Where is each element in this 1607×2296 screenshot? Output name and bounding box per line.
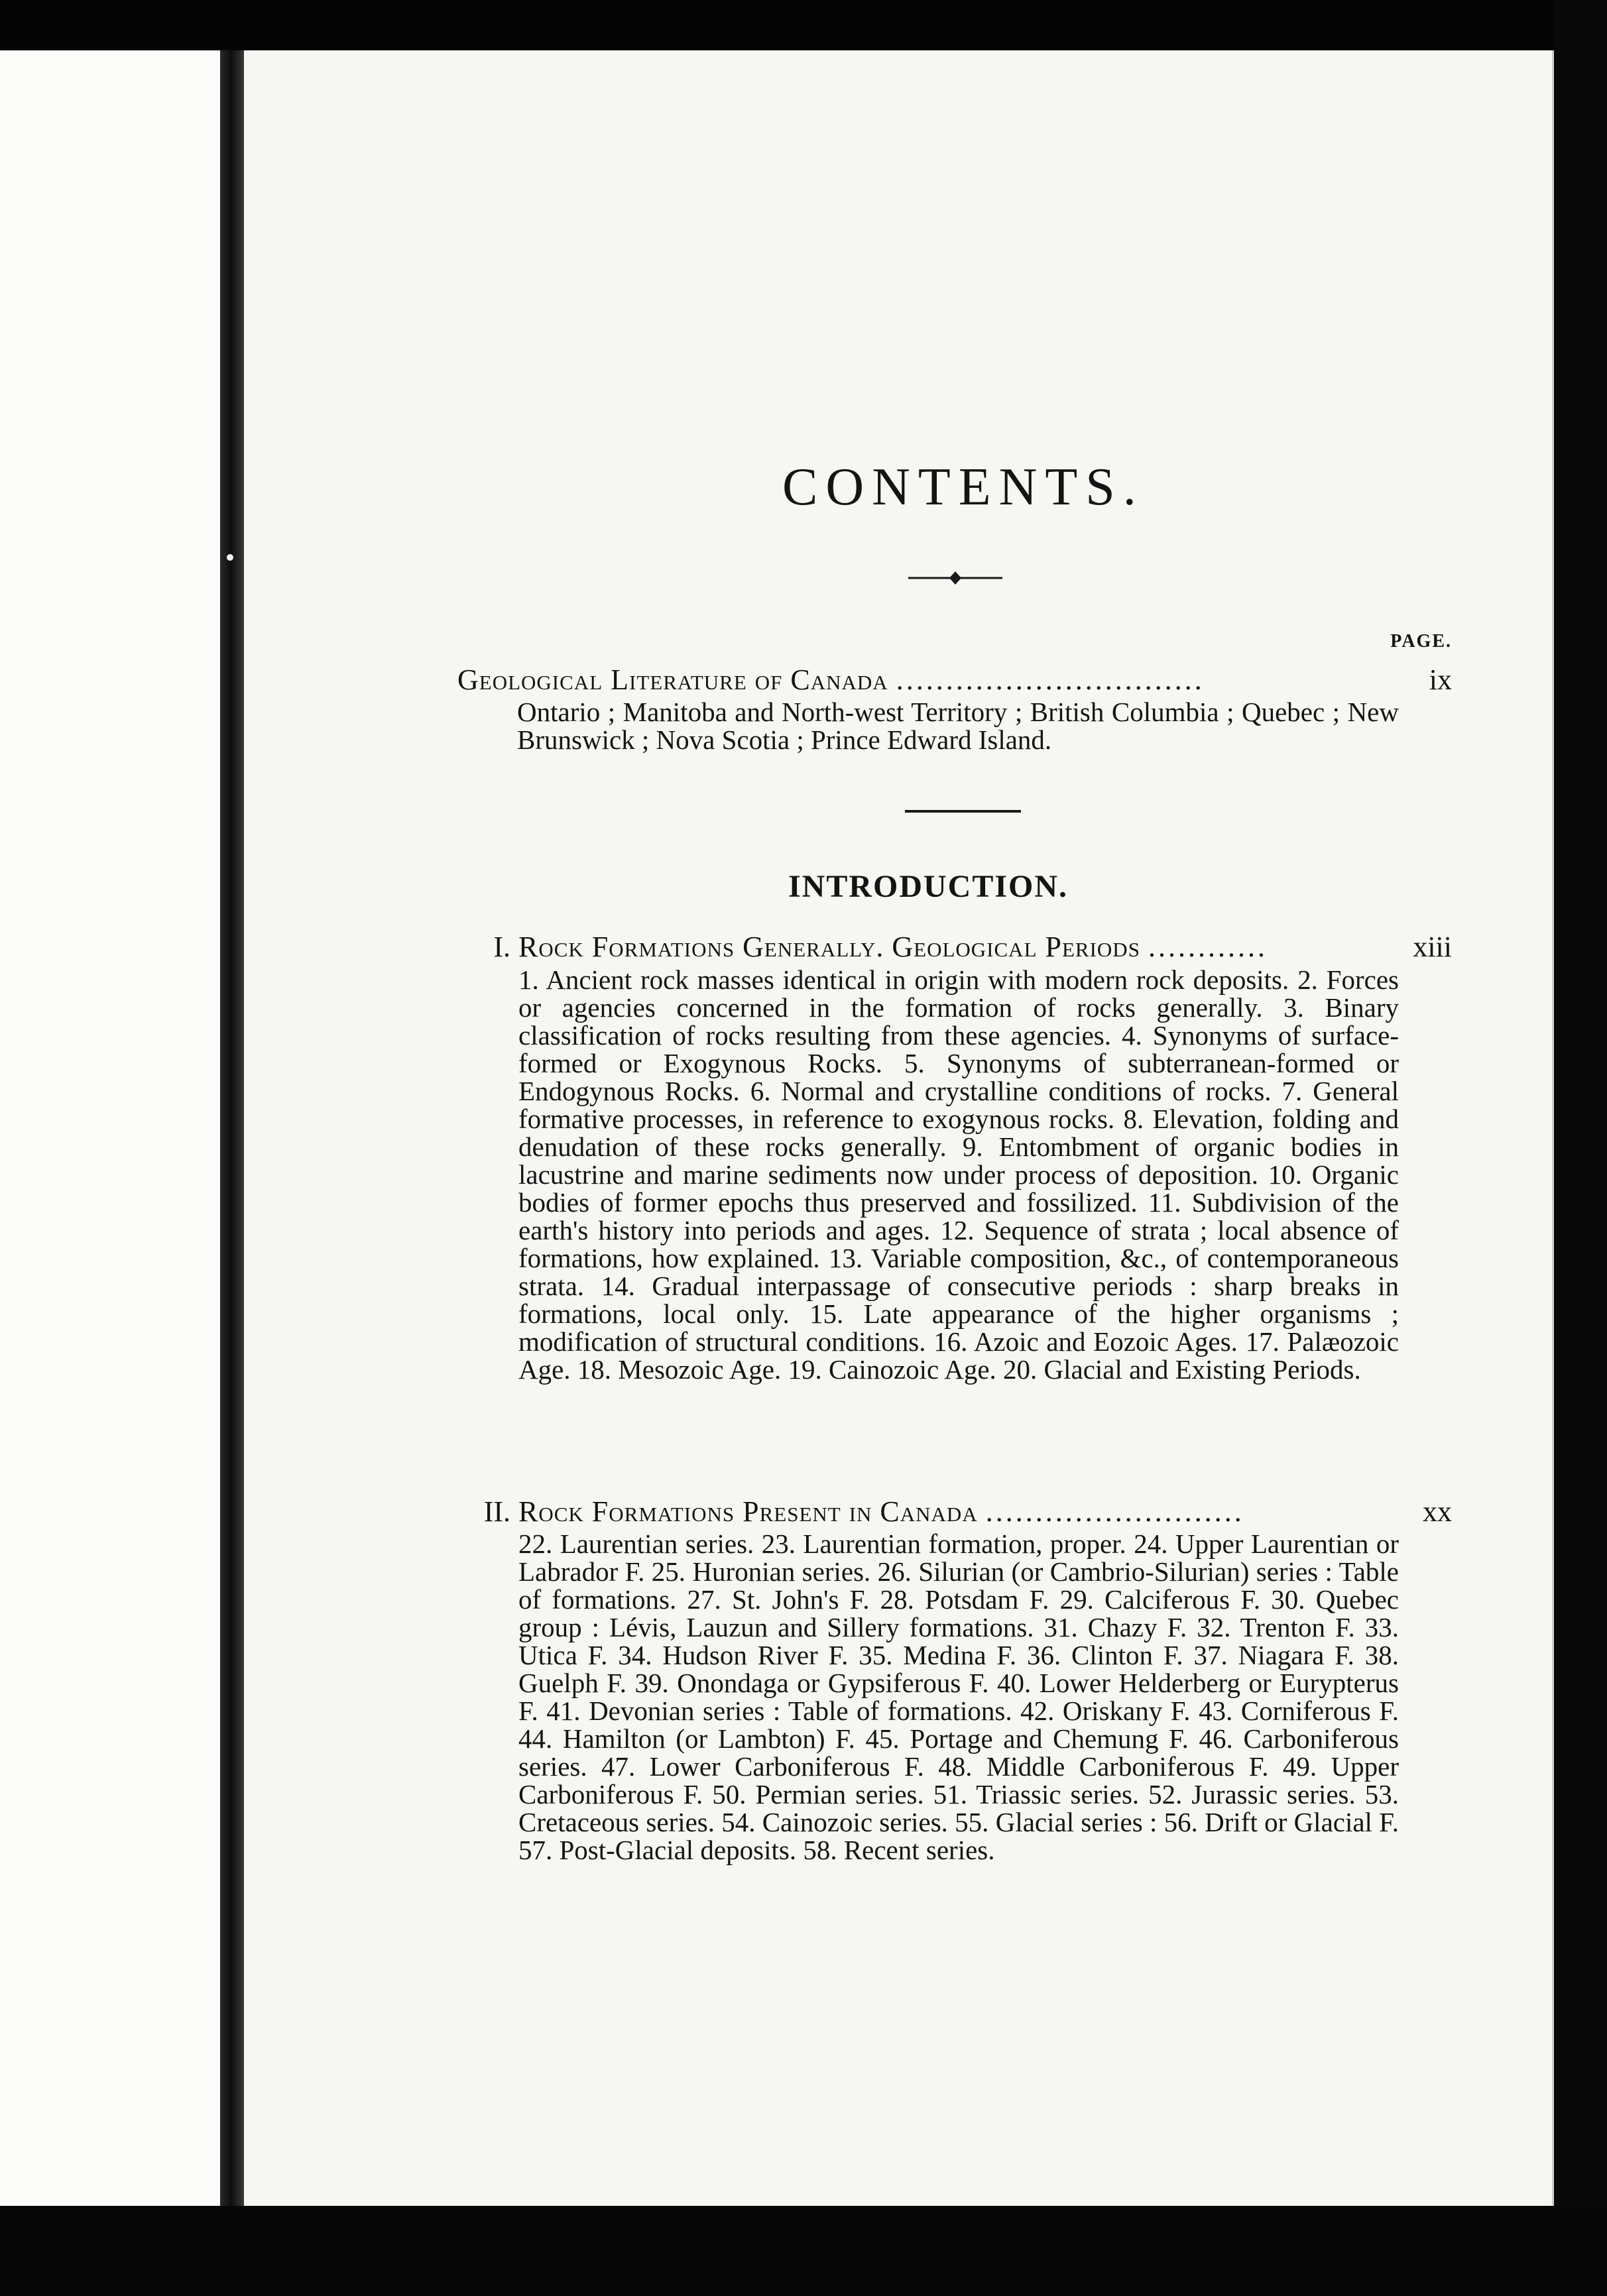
scan-right-border [1554,0,1607,2296]
ornament-divider-icon [908,570,1002,586]
page-title: CONTENTS. [782,458,1144,516]
toc-page-number: xx [1423,1495,1452,1528]
section-rule [905,810,1021,813]
scan-speck [227,554,233,561]
section-number: II. [483,1495,510,1528]
left-page-margin [0,50,224,2206]
toc-entry-title: Rock Formations Generally. Geological Periods [518,931,1140,963]
toc-entry-rock-formations-generally[interactable] [518,930,1394,964]
toc-leader-dots: .......................... [985,1495,1244,1528]
introduction-heading: INTRODUCTION. [788,869,1069,904]
book-gutter [220,50,244,2206]
toc-entry-description: 1. Ancient rock masses identical in origin with modern rock deposits. 2. Forces or agencies concerned in the formation of rocks generally. 3. Binary classification of rocks resulting from these agencies. 4. Synonyms of surface-formed or Exogynous Rocks. 5. Synonyms of subterranean-formed or Endogynous Rocks. 6. Normal and crystalline conditions of rocks. 7. General formative processes, in reference to exogynous rocks. 8. Elevation, folding and denudation of these rocks generally. 9. Entombment of organic bodies in lacustrine and marine sediments now under process of deposition. 10. Organic bodies of former epochs thus preserved and fossilized. 11. Subdivision of the earth's history into periods and ages. 12. Sequence of strata ; local absence of formations, how explained. 13. Variable composition, &c., of contemporaneous strata. 14. Gradual interpassage of consecutive periods : sharp breaks in formations, local only. 15. Late appearance of the higher organisms ; modification of structural conditions. 16. Azoic and Eozoic Ages. 17. Palæozoic Age. 18. Mesozoic Age. 19. Cainozoic Age. 20. Glacial and Existing Periods. [518,964,1399,1385]
toc-entry-title: Rock Formations Present in Canada [518,1495,978,1528]
toc-leader-dots: ............................... [896,663,1205,696]
toc-entry-title: Geological Literature of Canada [457,663,888,696]
section-number: I. [493,931,510,963]
toc-entry-geological-literature[interactable] [457,663,1399,697]
toc-entry-rock-formations-canada[interactable] [518,1495,1394,1528]
toc-entry-description: Ontario ; Manitoba and North-west Territory ; British Columbia ; Quebec ; New Brunswick ; Nova Scotia ; Prince Edward Island. [517,697,1399,755]
scan-top-border [0,0,1607,50]
toc-entry-description: 22. Laurentian series. 23. Laurentian formation, proper. 24. Upper Laurentian or Labrador F. 25. Huronian series. 26. Silurian (or Cambrio-Silurian) series : Table of formations. 27. St. John's F. 28. Potsdam F. 29. Calciferous F. 30. Quebec group : Lévis, Lauzun and Sillery formations. 31. Chazy F. 32. Trenton F. 33. Utica F. 34. Hudson River F. 35. Medina F. 36. Clinton F. 37. Niagara F. 38. Guelph F. 39. Onondaga or Gypsiferous F. 40. Lower Helderberg or Eurypterus F. 41. Devonian series : Table of formations. 42. Oriskany F. 43. Corniferous F. 44. Hamilton (or Lambton) F. 45. Portage and Chemung F. 46. Carboniferous series. 47. Lower Carboniferous F. 48. Middle Carboniferous F. 49. Upper Carboniferous F. 50. Permian series. 51. Triassic series. 52. Jurassic series. 53. Cretaceous series. 54. Cainozoic series. 55. Glacial series : 56. Drift or Glacial F. 57. Post-Glacial deposits. 58. Recent series. [518,1528,1399,1865]
toc-page-number: xiii [1413,931,1452,963]
toc-page-number: ix [1429,663,1452,696]
toc-leader-dots: ............ [1148,931,1268,963]
scan-bottom-border [0,2206,1607,2296]
page-column-header: PAGE. [1390,631,1452,652]
